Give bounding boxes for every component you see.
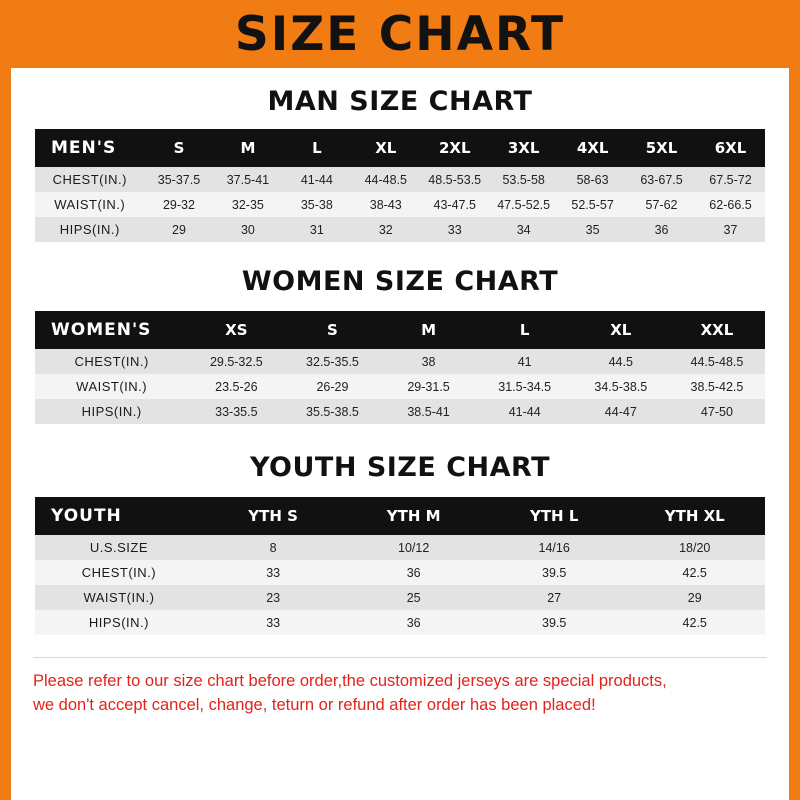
table-cell: 37 (696, 217, 765, 242)
table-row (35, 374, 765, 399)
column-header: MEN'S (35, 129, 145, 167)
row-label: CHEST(IN.) (35, 167, 145, 192)
women-section-title: WOMEN SIZE CHART (241, 266, 559, 297)
table-row (35, 535, 765, 560)
column-header: XXL (669, 311, 765, 349)
table-cell: 44.5-48.5 (669, 349, 765, 374)
table-cell: 23 (203, 585, 344, 610)
row-label: HIPS(IN.) (35, 610, 203, 635)
table-row (35, 585, 765, 610)
table-cell: 36 (343, 610, 484, 635)
table-row (35, 167, 765, 192)
table-cell: 47-50 (669, 399, 765, 424)
footer-line-2: we don't accept cancel, change, teturn or refund after order has been placed! (33, 695, 596, 714)
table-row (35, 399, 765, 424)
table-cell: 42.5 (624, 560, 765, 585)
table-cell: 35 (558, 217, 627, 242)
page-title: SIZE CHART (234, 6, 566, 62)
table-cell: 38.5-42.5 (669, 374, 765, 399)
table-cell: 35-37.5 (145, 167, 214, 192)
table-cell: 39.5 (484, 560, 625, 585)
column-header: S (284, 311, 380, 349)
row-label: WAIST(IN.) (35, 192, 145, 217)
column-header: YOUTH (35, 497, 203, 535)
table-cell: 44-47 (573, 399, 669, 424)
column-header: WOMEN'S (35, 311, 188, 349)
table-cell: 33 (420, 217, 489, 242)
column-header: 4XL (558, 129, 627, 167)
youth-size-section (11, 452, 789, 635)
row-label: HIPS(IN.) (35, 399, 188, 424)
column-header: XS (188, 311, 284, 349)
table-cell: 10/12 (343, 535, 484, 560)
table-header-row (35, 311, 765, 349)
table-cell: 41-44 (282, 167, 351, 192)
table-cell: 53.5-58 (489, 167, 558, 192)
table-cell: 52.5-57 (558, 192, 627, 217)
column-header: YTH L (484, 497, 625, 535)
column-header: 2XL (420, 129, 489, 167)
footer-line-1: Please refer to our size chart before order,the customized jerseys are special products, (33, 672, 667, 690)
footer-disclaimer (33, 657, 767, 718)
women-size-section (11, 266, 789, 424)
table-cell: 47.5-52.5 (489, 192, 558, 217)
table-cell: 43-47.5 (420, 192, 489, 217)
table-cell: 37.5-41 (213, 167, 282, 192)
column-header: XL (573, 311, 669, 349)
column-header: S (145, 129, 214, 167)
man-section-title: MAN SIZE CHART (267, 86, 533, 117)
table-cell: 27 (484, 585, 625, 610)
table-cell: 32 (351, 217, 420, 242)
table-cell: 29 (145, 217, 214, 242)
table-cell: 8 (203, 535, 344, 560)
table-cell: 29 (624, 585, 765, 610)
column-header: YTH XL (624, 497, 765, 535)
table-cell: 26-29 (284, 374, 380, 399)
table-cell: 67.5-72 (696, 167, 765, 192)
table-cell: 36 (343, 560, 484, 585)
table-cell: 41-44 (477, 399, 573, 424)
row-label: CHEST(IN.) (35, 349, 188, 374)
table-header-row (35, 129, 765, 167)
column-header: 6XL (696, 129, 765, 167)
table-cell: 36 (627, 217, 696, 242)
table-cell: 34 (489, 217, 558, 242)
table-cell: 14/16 (484, 535, 625, 560)
row-label: WAIST(IN.) (35, 585, 203, 610)
column-header: L (282, 129, 351, 167)
table-cell: 44-48.5 (351, 167, 420, 192)
column-header: XL (351, 129, 420, 167)
table-cell: 18/20 (624, 535, 765, 560)
table-row (35, 192, 765, 217)
column-header: M (213, 129, 282, 167)
table-cell: 33 (203, 560, 344, 585)
table-cell: 44.5 (573, 349, 669, 374)
youth-size-table (35, 497, 765, 635)
table-cell: 58-63 (558, 167, 627, 192)
table-cell: 33-35.5 (188, 399, 284, 424)
table-cell: 38.5-41 (381, 399, 477, 424)
table-cell: 35-38 (282, 192, 351, 217)
table-cell: 31.5-34.5 (477, 374, 573, 399)
table-cell: 32.5-35.5 (284, 349, 380, 374)
row-label: WAIST(IN.) (35, 374, 188, 399)
table-header-row (35, 497, 765, 535)
column-header: 3XL (489, 129, 558, 167)
table-row (35, 349, 765, 374)
table-cell: 41 (477, 349, 573, 374)
table-cell: 57-62 (627, 192, 696, 217)
table-cell: 31 (282, 217, 351, 242)
table-row (35, 217, 765, 242)
row-label: CHEST(IN.) (35, 560, 203, 585)
table-cell: 38 (381, 349, 477, 374)
table-cell: 25 (343, 585, 484, 610)
youth-section-title: YOUTH SIZE CHART (249, 452, 551, 483)
table-cell: 23.5-26 (188, 374, 284, 399)
table-cell: 32-35 (213, 192, 282, 217)
row-label: HIPS(IN.) (35, 217, 145, 242)
column-header: M (381, 311, 477, 349)
table-cell: 35.5-38.5 (284, 399, 380, 424)
table-cell: 38-43 (351, 192, 420, 217)
table-cell: 29-32 (145, 192, 214, 217)
table-cell: 29-31.5 (381, 374, 477, 399)
table-cell: 63-67.5 (627, 167, 696, 192)
column-header: 5XL (627, 129, 696, 167)
women-size-table (35, 311, 765, 424)
table-row (35, 610, 765, 635)
table-cell: 34.5-38.5 (573, 374, 669, 399)
table-cell: 48.5-53.5 (420, 167, 489, 192)
header-band (0, 0, 800, 68)
column-header: L (477, 311, 573, 349)
table-cell: 42.5 (624, 610, 765, 635)
table-cell: 33 (203, 610, 344, 635)
row-label: U.S.SIZE (35, 535, 203, 560)
table-cell: 29.5-32.5 (188, 349, 284, 374)
man-size-section (11, 86, 789, 242)
table-cell: 39.5 (484, 610, 625, 635)
man-size-table (35, 129, 765, 242)
table-cell: 62-66.5 (696, 192, 765, 217)
column-header: YTH M (343, 497, 484, 535)
table-row (35, 560, 765, 585)
table-cell: 30 (213, 217, 282, 242)
column-header: YTH S (203, 497, 344, 535)
